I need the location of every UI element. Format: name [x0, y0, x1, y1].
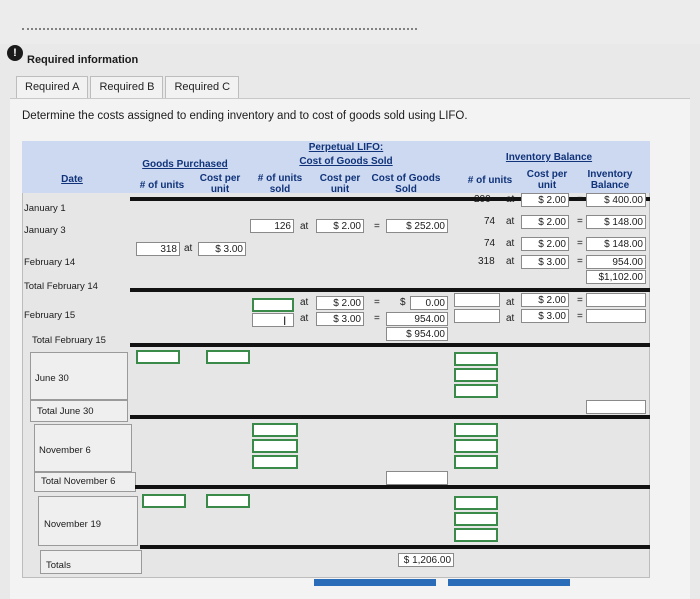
sold-feb15-units-a[interactable] [252, 298, 294, 312]
equals-label: = [374, 221, 380, 232]
purch-feb14-units[interactable]: 318 [136, 242, 180, 256]
at-label: at [300, 297, 309, 308]
inventory-balance-header: Inventory Balance [587, 169, 633, 191]
row-separator [130, 343, 650, 347]
row-total-november-6: Total November 6 [41, 476, 116, 487]
inv-jan1-cost[interactable]: $ 2.00 [521, 193, 569, 207]
sold-jan3-cost[interactable]: $ 2.00 [316, 219, 364, 233]
inv-nov6-units-a[interactable] [454, 423, 498, 437]
sold-feb15-cost-b[interactable]: $ 3.00 [316, 312, 364, 326]
purchased-cost-header: Cost per unit [199, 173, 241, 195]
row-november-19: November 19 [44, 519, 102, 530]
row-separator [135, 485, 650, 489]
sold-feb15-units-b[interactable] [252, 313, 294, 327]
text-cursor-icon: I [283, 314, 287, 328]
inv-jun30-units-a[interactable] [454, 352, 498, 366]
equals-label: = [374, 297, 380, 308]
inv-nov6-units-c[interactable] [454, 455, 498, 469]
row-total-june-30: Total June 30 [37, 406, 94, 417]
tab-required-c[interactable]: Required C [165, 76, 239, 100]
sold-nov6-cogs-total[interactable] [386, 471, 448, 485]
inv-jan1-balance[interactable]: $ 400.00 [586, 193, 646, 207]
equals-label: = [374, 313, 380, 324]
top-bar [0, 0, 700, 44]
inv-jun30-units-b[interactable] [454, 368, 498, 382]
inv-nov19-units-b[interactable] [454, 512, 498, 526]
inv-jan1-units: 200 [474, 194, 491, 205]
required-information-title: Required information [27, 54, 139, 66]
inv-feb14-balance-a[interactable]: $ 148.00 [586, 237, 646, 251]
sold-jan3-cogs[interactable]: $ 252.00 [386, 219, 448, 233]
row-separator [130, 415, 650, 419]
sold-feb15-cogs-total[interactable]: $ 954.00 [386, 327, 448, 341]
inv-feb15-units-b[interactable] [454, 309, 500, 323]
inv-feb15-cost-b[interactable]: $ 3.00 [521, 309, 569, 323]
inv-feb15-cost-a[interactable]: $ 2.00 [521, 293, 569, 307]
cogs-grand-total[interactable]: $ 1,206.00 [398, 553, 454, 567]
inv-jun30-total[interactable] [586, 400, 646, 414]
purch-nov19-units[interactable] [142, 494, 186, 508]
inv-feb14-units-b: 318 [478, 256, 495, 267]
inv-feb14-cost-b[interactable]: $ 3.00 [521, 255, 569, 269]
at-label: at [184, 243, 193, 254]
inventory-units-header: # of units [467, 175, 513, 186]
tab-required-a[interactable]: Required A [16, 76, 88, 100]
cogs-title: Cost of Goods Sold [299, 156, 393, 167]
dollar-label: $ [400, 297, 406, 308]
purchased-units-header: # of units [139, 180, 185, 191]
perpetual-lifo-title: Perpetual LIFO: [308, 142, 384, 153]
purch-feb14-cost[interactable]: $ 3.00 [198, 242, 246, 256]
row-february-15: February 15 [24, 310, 76, 321]
requirement-tabs [16, 76, 241, 100]
equals-label: = [577, 194, 583, 205]
inv-nov19-units-c[interactable] [454, 528, 498, 542]
inventory-balance-title: Inventory Balance [505, 152, 593, 163]
alert-icon: ! [7, 45, 23, 61]
sold-jan3-units[interactable]: 126 [250, 219, 294, 233]
sold-cost-header: Cost per unit [319, 173, 361, 195]
equals-label: = [577, 256, 583, 267]
at-label: at [506, 216, 515, 227]
inv-feb14-total[interactable]: $1,102.00 [586, 270, 646, 284]
row-january-3: January 3 [24, 225, 66, 236]
units-sold-header: # of units sold [257, 173, 303, 195]
cogs-column-header: Cost of Goods Sold [371, 173, 441, 195]
row-june-30: June 30 [35, 373, 69, 384]
inv-feb14-cost-a[interactable]: $ 2.00 [521, 237, 569, 251]
inventory-cost-header: Cost per unit [526, 169, 568, 191]
question-text-cropped [22, 28, 417, 34]
inv-feb15-balance-a[interactable] [586, 293, 646, 307]
inv-nov6-units-b[interactable] [454, 439, 498, 453]
at-label: at [300, 313, 309, 324]
equals-label: = [577, 238, 583, 249]
row-total-february-14: Total February 14 [24, 281, 98, 292]
equals-label: = [577, 311, 583, 322]
inv-feb15-units-a[interactable] [454, 293, 500, 307]
sold-feb15-cost-a[interactable]: $ 2.00 [316, 296, 364, 310]
row-total-february-15: Total February 15 [32, 335, 106, 346]
inv-feb14-balance-b[interactable]: 954.00 [586, 255, 646, 269]
row-totals: Totals [46, 560, 71, 571]
at-label: at [506, 297, 515, 308]
at-label: at [506, 256, 515, 267]
row-separator [140, 545, 650, 549]
at-label: at [506, 238, 515, 249]
date-column-header: Date [61, 174, 83, 185]
inv-feb15-balance-b[interactable] [586, 309, 646, 323]
sold-nov6-units-b[interactable] [252, 439, 298, 453]
next-button[interactable] [448, 579, 570, 586]
tab-required-b[interactable]: Required B [90, 76, 163, 100]
sold-feb15-cogs-a[interactable]: 0.00 [410, 296, 448, 310]
row-separator [130, 197, 650, 201]
sold-nov6-units-a[interactable] [252, 423, 298, 437]
equals-label: = [577, 216, 583, 227]
goods-purchased-title: Goods Purchased [142, 159, 228, 170]
row-november-6: November 6 [39, 445, 91, 456]
purch-jun30-units[interactable] [136, 350, 180, 364]
equals-label: = [577, 295, 583, 306]
at-label: at [506, 313, 515, 324]
inv-feb14-units-a: 74 [484, 238, 496, 249]
row-separator [130, 288, 650, 292]
inv-nov19-units-a[interactable] [454, 496, 498, 510]
sold-feb15-cogs-b[interactable]: 954.00 [386, 312, 448, 326]
sold-nov6-units-c[interactable] [252, 455, 298, 469]
purch-nov19-cost[interactable] [206, 494, 250, 508]
row-january-1: January 1 [24, 203, 66, 214]
prev-button[interactable] [314, 579, 436, 586]
instructions: Determine the costs assigned to ending inventory and to cost of goods sold using LIFO. [22, 110, 468, 122]
row-february-14: February 14 [24, 257, 76, 268]
inv-jan3-balance[interactable]: $ 148.00 [586, 215, 646, 229]
at-label: at [300, 221, 309, 232]
inv-jan3-units: 74 [484, 216, 496, 227]
purch-jun30-cost[interactable] [206, 350, 250, 364]
inv-jan3-cost[interactable]: $ 2.00 [521, 215, 569, 229]
at-label: at [506, 194, 515, 205]
inv-jun30-units-c[interactable] [454, 384, 498, 398]
